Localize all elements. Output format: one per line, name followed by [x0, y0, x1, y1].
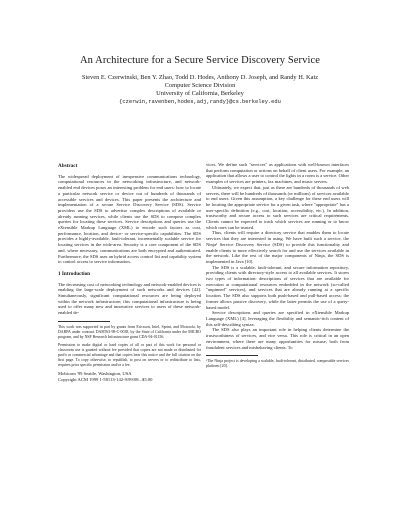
- left-column: [58, 164, 201, 382]
- author-affiliation: Computer Science Division: [164, 82, 236, 89]
- conference-line-1: Mobicom '99 Seattle, Washington, USA: [58, 370, 132, 376]
- author-names: Steven E. Czerwinski, Ben Y. Zhao, Todd D. Hodes, Anthony D. Joseph, and Randy H. Katz: [81, 74, 319, 81]
- intro-heading: 1 Introduction: [58, 270, 91, 277]
- body-paragraph: Service descriptions and queries are specified in eXtensible Markup Language (XML) [4], leveraging the flexibility and semantic-rich content of this self-describing syntax.: [206, 310, 349, 327]
- footnote-divider: [58, 321, 110, 322]
- intro-paragraph: The decreasing cost of networking technology and network-enabled devices is enabling the large-scale deployment of such networks and devices [42]. Simultaneously, significant computational resources are being deployed within the network infrastructure; this computational infrastructure is being used to offer many new and innovative services to users of these network-enabled de-: [58, 281, 201, 316]
- body-paragraph: Thus, clients will require a directory service that enables them to locate services that they are interested in using. We have built such a service, the Ninja¹ Service Discovery Service (SDS) to provide this functionality and enable clients to more effectively search for and use the services available in the network. Like the rest of the major components of Ninja, the SDS is implemented in Java [10].: [206, 230, 349, 264]
- abstract-heading: Abstract: [58, 163, 78, 169]
- body-paragraph: The SDS also plays an important role in helping clients determine the trustworthiness of services, and vice versa. This role is critical in an open environment, where there are many opportunities for misuse, both from fraudulent services and misbehaving clients. To: [206, 327, 349, 350]
- body-paragraph: Ultimately, we expect that, just as there are hundreds of thousands of web servers, there will be hundreds of thousands (or millions) of services available to end users. Given this assumption, a key challenge for these end users will be locating the appropriate service for a given task, where "appropriate" has a user-specific definition (e.g., cost, location, accessibility, etc.). In addition, trustworthy and secure access to such services are critical requirements. Clients cannot be expected to track which services are running or to know which ones can be trusted.: [206, 184, 349, 230]
- author-institution: University of California, Berkeley: [156, 90, 244, 97]
- funding-note: This work was supported in part by grants from Ericsson, Intel, Sprint, and Motorola, by DARPA under contract DABT63-98-C-0038, by the State of California under the MICRO program, and by NSF Research Infrastructure grant CDA-94-01156.: [58, 324, 201, 339]
- author-block: [0, 74, 400, 106]
- conference-line-2: Copyright ACM 1999 1-58113-142-9/99/08...$5.00: [58, 376, 153, 382]
- right-column: [206, 162, 349, 369]
- body-paragraph: vices. We define such "services" as applications with well-known interfaces that perform computation or actions on behalf of client users. For example, an application that allows a user to control the lights in a room is a service. Other examples of services are printers, fax machines, and music servers.: [206, 162, 349, 185]
- footnote-divider: [206, 355, 258, 356]
- paper-title: An Architecture for a Secure Service Discovery Service: [79, 55, 321, 66]
- ninja-footnote: ¹The Ninja project is developing a scalable, fault-tolerant, distributed, composable services platform [20].: [206, 359, 349, 369]
- permission-note: Permission to make digital or hard copies of all or part of this work for personal or classroom use is granted without fee provided that copies are not made or distributed for profit or commercial advantage and that copies bear this notice and the full citation on the first page. To copy otherwise, to republish, to post on servers or to redistribute to lists, requires prior specific permission and/or a fee.: [58, 342, 201, 367]
- abstract-text: The widespread deployment of inexpensive communications technology, computational resources in the networking infrastructure, and network-enabled end devices poses an interesting problem for end users: how to locate a particular network service or device out of hundreds of thousands of accessible services and devices. This paper presents the architecture and implementation of a secure Service Discovery Service (SDS). Service providers use the SDS to advertise complex descriptions of available or already running services, while clients use the SDS to compose complex queries for locating these services. Service descriptions and queries use the eXtensible Markup Language (XML) to encode such factors as cost, performance, location, and device- or service-specific capabilities. The SDS provides a highly-available, fault-tolerant, incrementally scalable service for locating services in the wide-area. Security is a core component of the SDS and, where necessary, communications are both encrypted and authenticated. Furthermore, the SDS uses an hybrid access control list and capability system to control access to service information.: [58, 173, 201, 265]
- author-emails: {czerwin,ravenben,hodes,adj,randy}@cs.berkeley.edu: [119, 99, 281, 105]
- body-paragraph: The SDS is a scalable, fault-tolerant, and secure information repository, providing clients with directory-style access to all available services. It stores two types of information: descriptions of services that are available for execution at computational resources embedded in the network (so-called "unpinned" services), and services that are already running at a specific location. The SDS also supports both push-based and pull-based access; the former allows passive discovery, while the latter permits the use of a query-based model.: [206, 264, 349, 310]
